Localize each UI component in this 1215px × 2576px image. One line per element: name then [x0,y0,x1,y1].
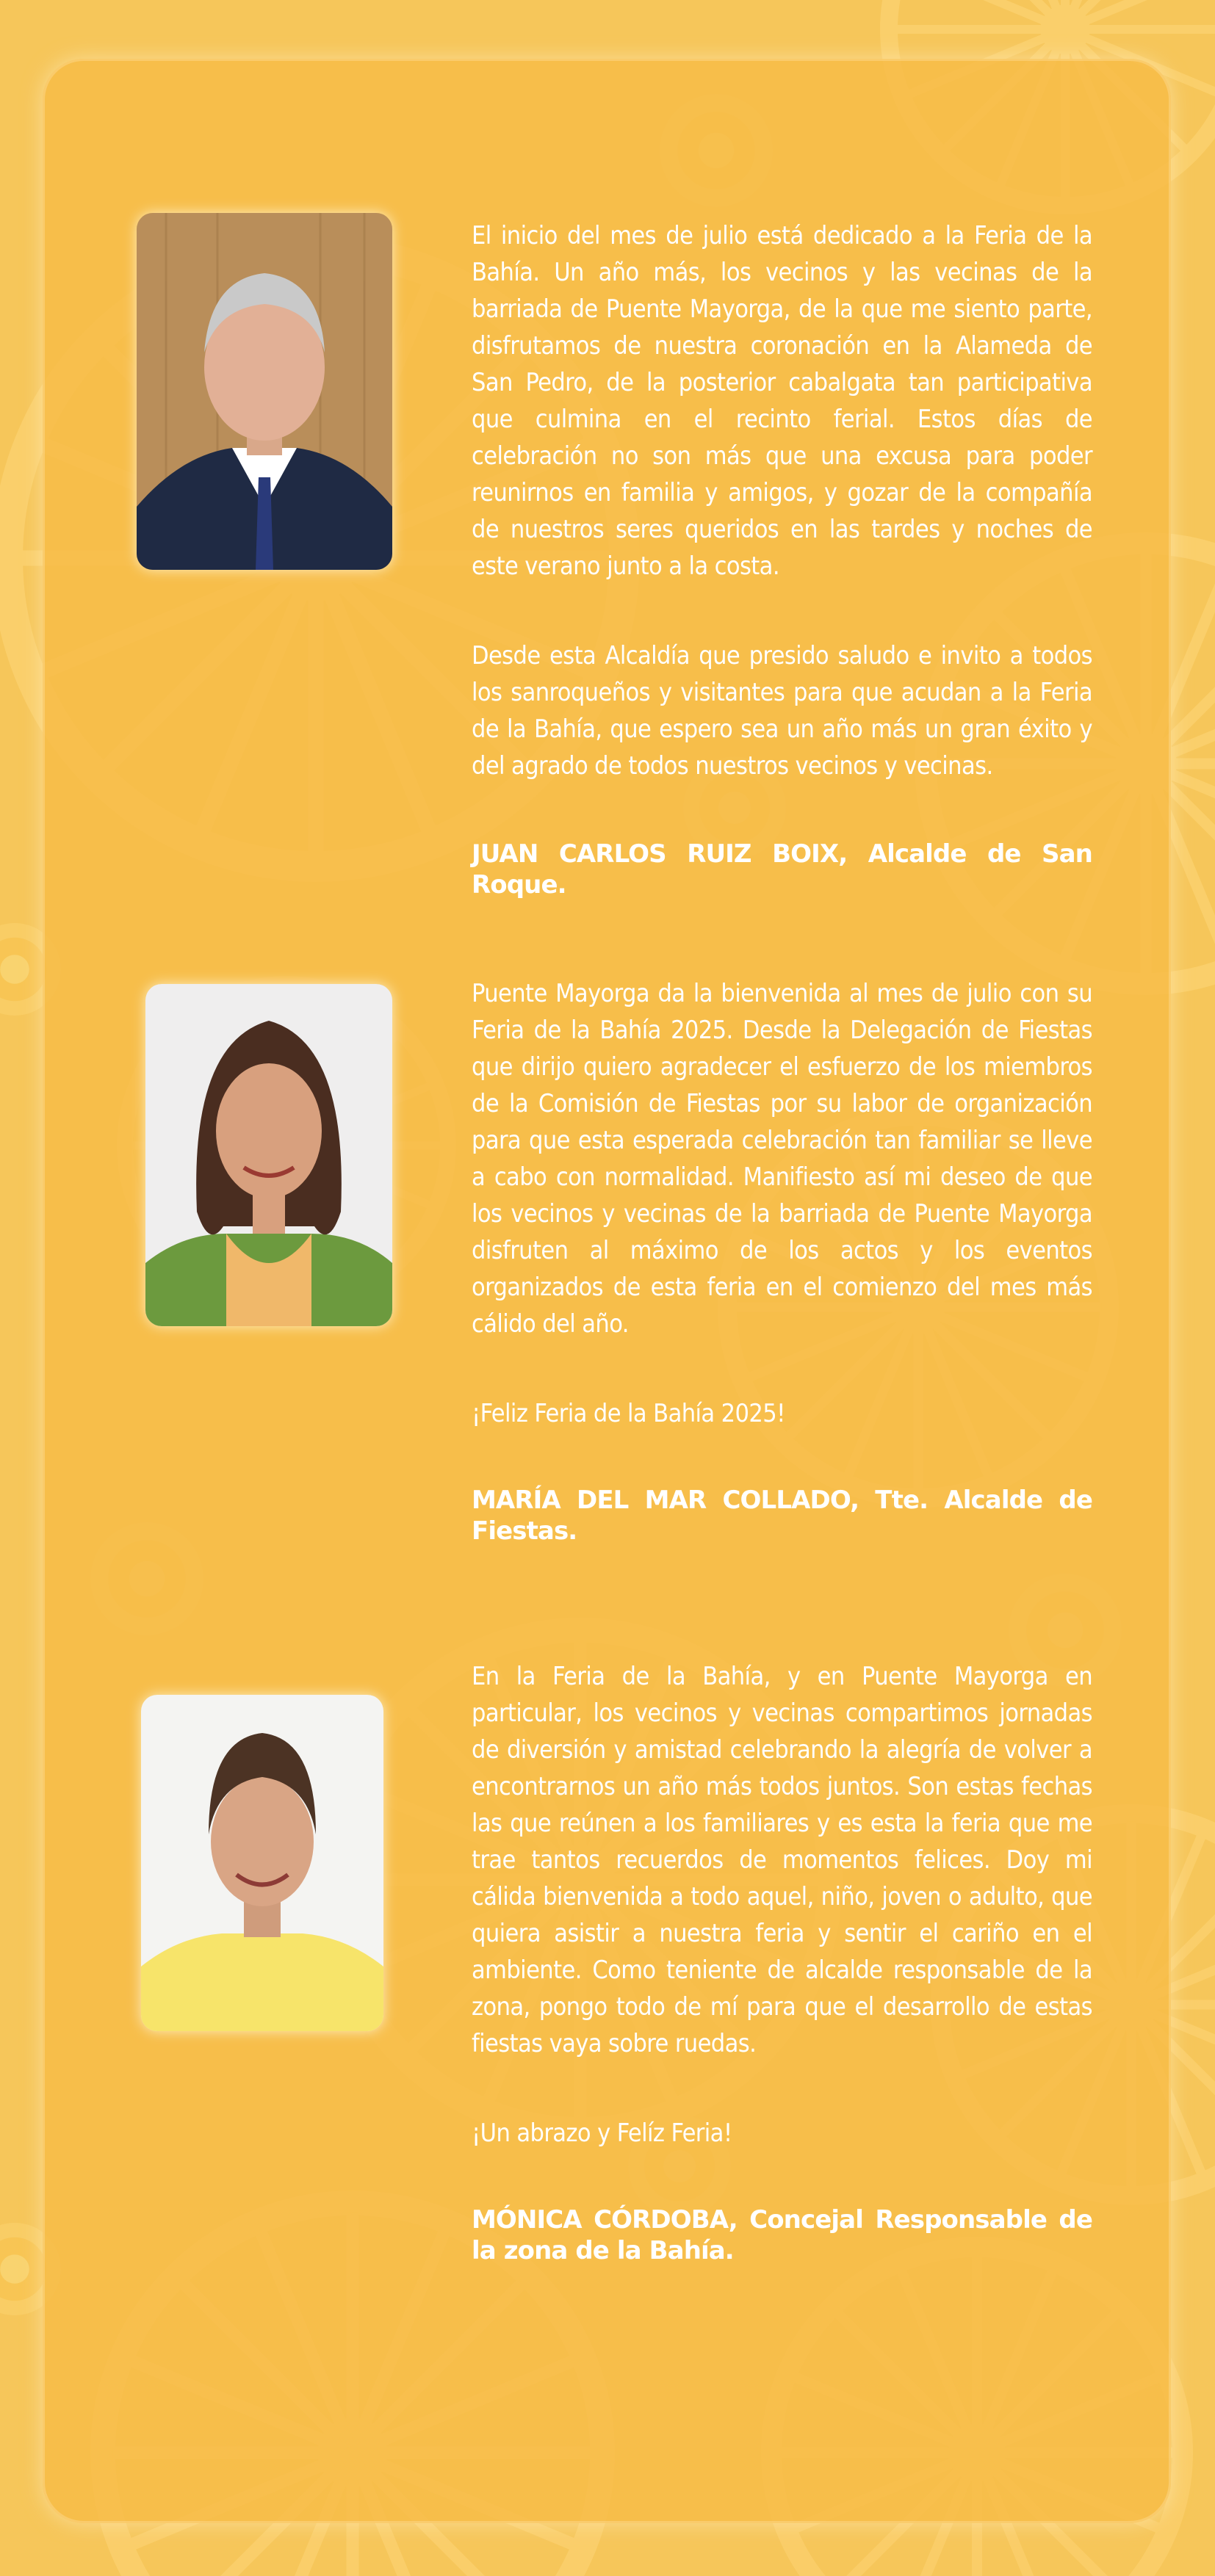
message-1-paragraph-1: El inicio del mes de julio está dedicado a la Feria de la Bahía. Un año más, los vecinos y las vecinas de la barriada de Puente Mayorga, de la que me siento parte, disfrutamos de nuestra coronación en la Alameda de San Pedro, de la posterior cabalgata tan participativa que culmina en el recinto ferial. Estos días de celebración no son más que una excusa para poder reunirnos en familia y amigos, y gozar de la compañía de nuestros seres queridos en las tardes y noches de este verano junto a la costa. [472,221,1092,581]
portrait-man-image [137,213,392,570]
message-2-paragraph-1: Puente Mayorga da la bienvenida al mes de julio con su Feria de la Bahía 2025. Desde la Delegación de Fiestas que dirijo quiero agradecer el esfuerzo de los miembros de la Comisión de Fiestas por su labor de organización para que esta esperada celebración tan familiar se lleve a cabo con normalidad. Manifiesto así mi deseo de que los vecinos y vecinas de la barriada de Puente Mayorga disfruten al máximo de los actos y los eventos organizados de esta feria en el comienzo del mes más cálido del año. [472,979,1092,1339]
portrait-photo-3 [141,1695,383,2031]
message-3-signature: MÓNICA CÓRDOBA, Concejal Responsable de la zona de la Bahía. [472,2205,1092,2265]
portrait-woman-image [145,984,392,1326]
message-2-paragraph-2: ¡Feliz Feria de la Bahía 2025! [472,1399,785,1428]
message-1-signature: JUAN CARLOS RUIZ BOIX, Alcalde de San Roque. [472,839,1092,900]
message-3-paragraph-1: En la Feria de la Bahía, y en Puente Mayorga en particular, los vecinos y vecinas compartimos jornadas de diversión y amistad celebrando la alegría de volver a encontrarnos un año más todos juntos. Son estas fechas las que reúnen a los familiares y es esta la feria que me trae tantos recuerdos de momentos felices. Doy mi cálida bienvenida a todo aquel, niño, joven o adulto, que quiera asistir a nuestra feria y sentir el cariño en el ambiente. Como teniente de alcalde responsable de la zona, pongo todo de mí para que el desarrollo de estas fiestas vaya sobre ruedas. [472,1662,1092,2058]
message-1 [472,217,1092,900]
message-2-signature: MARÍA DEL MAR COLLADO, Tte. Alcalde de Fiestas. [472,1486,1092,1546]
portrait-woman-image [141,1695,383,2031]
message-3 [472,1658,1092,2266]
portrait-photo-1 [137,213,392,570]
message-1-paragraph-2: Desde esta Alcaldía que presido saludo e invito a todos los sanroqueños y visitantes para que acudan a la Feria de la Bahía, que espero sea un año más un gran éxito y del agrado de todos nuestros vecinos y vecinas. [472,641,1092,781]
message-2 [472,975,1092,1546]
portrait-photo-2 [145,984,392,1326]
message-3-paragraph-2: ¡Un abrazo y Felíz Feria! [472,2119,732,2148]
